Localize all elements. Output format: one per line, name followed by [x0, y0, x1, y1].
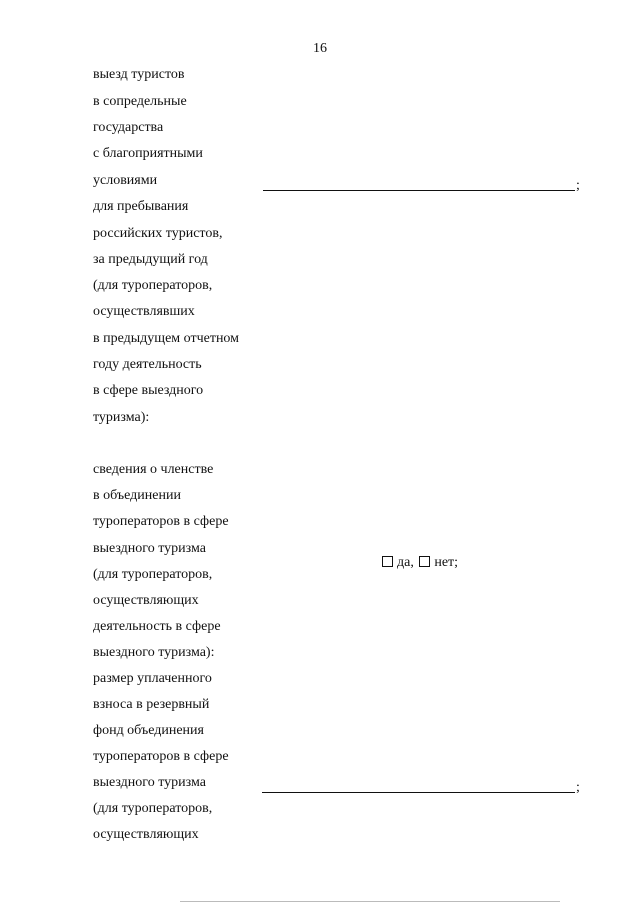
block1-line: в сфере выездного [93, 383, 204, 398]
block1-line: выезд туристов [93, 67, 185, 82]
block2-line: (для туроператоров, [93, 567, 213, 582]
block1-line: с благоприятными [93, 146, 203, 161]
block3-line: выездного туризма [93, 775, 206, 790]
field-end-semicolon: ; [576, 178, 580, 193]
block2-line: осуществляющих [93, 593, 199, 608]
block1-line: (для туроператоров, [93, 278, 213, 293]
block1-line: в сопредельные [93, 94, 187, 109]
block3-line: размер уплаченного [93, 671, 212, 686]
block1-line: для пребывания [93, 199, 189, 214]
checkbox-yes[interactable] [382, 556, 393, 567]
block1-line: государства [93, 120, 164, 135]
block1-line: за предыдущий год [93, 252, 208, 267]
field-end-semicolon: ; [576, 780, 580, 795]
block2-line: выездного туризма [93, 541, 206, 556]
block3-line: фонд объединения [93, 723, 204, 738]
block1-line: в предыдущем отчетном [93, 331, 240, 346]
block3-line: (для туроператоров, [93, 801, 213, 816]
block2-line: сведения о членстве [93, 462, 214, 477]
block1-line: туризма): [93, 410, 150, 425]
reserve-fund-contribution-field[interactable] [262, 792, 575, 793]
block3-line: взноса в резервный [93, 697, 210, 712]
block3-line: туроператоров в сфере [93, 749, 229, 764]
page-number: 16 [313, 41, 327, 56]
block3-line: осуществляющих [93, 827, 199, 842]
option-no-label: нет; [434, 555, 459, 570]
block1-line: осуществлявших [93, 304, 195, 319]
block2-line: в объединении [93, 488, 181, 503]
block1-line: году деятельность [93, 357, 202, 372]
block1-line: условиями [93, 173, 158, 188]
membership-choice [382, 555, 458, 571]
block2-line: выездного туризма): [93, 645, 215, 660]
block2-line: туроператоров в сфере [93, 514, 229, 529]
checkbox-no[interactable] [419, 556, 430, 567]
block2-line: деятельность в сфере [93, 619, 221, 634]
block1-line: российских туристов, [93, 226, 223, 241]
outbound-tourists-field[interactable] [263, 190, 575, 191]
page-bottom-edge [180, 901, 560, 902]
option-yes-label: да, [397, 555, 414, 570]
